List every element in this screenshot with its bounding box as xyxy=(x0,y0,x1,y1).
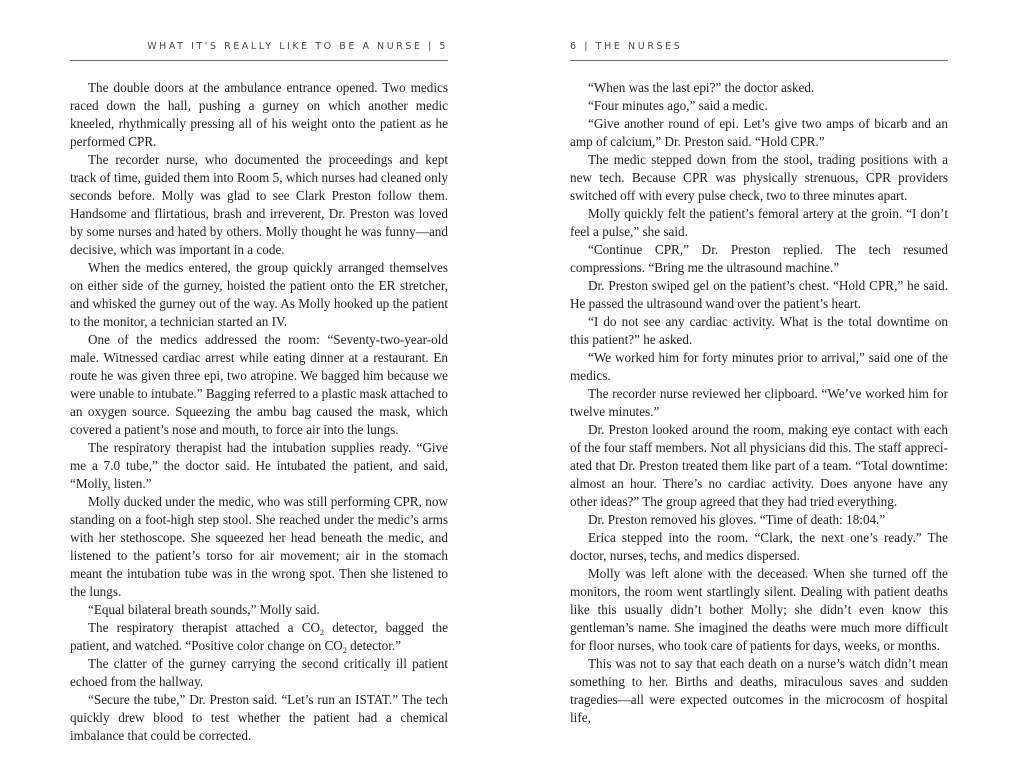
paragraph: The medic stepped down from the stool, trading positions with a new tech. Because CPR was physically strenuous, CPR providers switched off with every pulse check, two to three minutes apart. xyxy=(570,152,948,203)
paragraph: Dr. Preston removed his gloves. “Time of death: 18:04.” xyxy=(588,512,886,527)
text-run: detector, bagged the patient, and watched. “Positive color change on CO xyxy=(70,620,448,653)
paragraph: Dr. Preston looked around the room, making eye contact with each of the four staff members. Not all physicians did this. The staff appreciated that Dr. Preston treated them like part of a team. “Total downtime: almost an hour. There’s no cardiac activity. Does anyone have any other ideas?” The group agreed that they had tried everything. xyxy=(570,422,948,509)
paragraph: One of the medics addressed the room: “Seventy-two-year-old male. Witnessed cardiac arrest while eating dinner at a restaurant. En route he was given three epi, two atropine. We bagged him because we were unable to intubate.” Bagging referred to a plastic mask attached to an oxygen source. Squeezing the ambu bag caused the mask, which covered a patient’s nose and mouth, to force air into the lungs. xyxy=(70,332,448,437)
paragraph: Molly ducked under the medic, who was still performing CPR, now standing on a foot-high step stool. She reached under the medic’s arms with her stethoscope. She squeezed her head beneath the medic, and listened to the patient’s torso for air movement; air in the stomach meant the intubation tube was in the wrong spot. Then she listened to the lungs. xyxy=(70,494,448,599)
paragraph: Molly quickly felt the patient’s femoral artery at the groin. “I don’t feel a pulse,” she said. xyxy=(570,206,948,239)
body-text-right xyxy=(570,79,948,727)
paragraph: When the medics entered, the group quickly arranged themselves on either side of the gurney, hoisted the patient onto the ER stretcher, and whisked the gurney out of the way. As Molly hooked up the patient to the monitor, a technician started an IV. xyxy=(70,260,448,329)
subscript: 2 xyxy=(342,646,347,655)
paragraph: Molly was left alone with the deceased. When she turned off the monitors, the room went startlingly silent. Dealing with patient deaths like this usually didn’t bother Molly; she didn’t even know this gentleman’s name. She imagined the deaths were much more difficult for floor nurses, who took care of patients for days, weeks, or months. xyxy=(570,566,948,653)
paragraph: “Continue CPR,” Dr. Preston replied. The tech resumed compressions. “Bring me the ultrasound machine.” xyxy=(570,242,948,275)
paragraph: “Give another round of epi. Let’s give two amps of bicarb and an amp of calcium,” Dr. Preston said. “Hold CPR.” xyxy=(570,116,948,149)
running-head-left: WHAT IT'S REALLY LIKE TO BE A NURSE | 5 xyxy=(147,41,448,52)
text-run: detector.” xyxy=(346,638,402,653)
paragraph: The respiratory therapist had the intubation supplies ready. “Give me a 7.0 tube,” the doctor said. He intubated the patient, and said, “Molly, listen.” xyxy=(70,440,448,491)
paragraph: The recorder nurse, who documented the proceedings and kept track of time, guided them into Room 5, which nurses had cleaned only seconds before. Molly was glad to see Clark Preston follow them. Handsome and flirtatious, brash and irreverent, Dr. Preston was loved by some nurses and hated by others. Molly thought he was funny—and decisive, which was important in a code. xyxy=(70,152,448,257)
paragraph: “We worked him for forty minutes prior to arrival,” said one of the medics. xyxy=(570,350,948,383)
running-head-right: 6 | THE NURSES xyxy=(570,41,683,52)
paragraph: “When was the last epi?” the doctor asked. xyxy=(588,80,815,95)
paragraph: “Four minutes ago,” said a medic. xyxy=(588,98,768,113)
body-text-left xyxy=(70,79,448,745)
paragraph: The double doors at the ambulance entrance opened. Two medics raced down the hall, pushing a gurney on which another medic kneeled, rhythmically pressing all of his weight onto the patient as he performed CPR. xyxy=(70,80,448,149)
paragraph: “I do not see any cardiac activity. What is the total downtime on this patient?” he asked. xyxy=(570,314,948,347)
paragraph-co2 xyxy=(70,619,448,655)
paragraph: “Secure the tube,” Dr. Preston said. “Let’s run an ISTAT.” The tech quickly drew blood to test whether the patient had a chemical imbalance that could be corrected. xyxy=(70,692,448,743)
text-run: The respiratory therapist attached a CO xyxy=(88,620,321,635)
header-rule-right xyxy=(570,60,948,61)
paragraph: This was not to say that each death on a nurse’s watch didn’t mean something to her. Births and deaths, miraculous saves and sudden tragedies—all were expected outcomes in the microcosm of hospital life, xyxy=(570,656,948,725)
paragraph: “Equal bilateral breath sounds,” Molly said. xyxy=(88,602,320,617)
paragraph: Erica stepped into the room. “Clark, the next one’s ready.” The doctor, nurses, techs, and medics dispersed. xyxy=(570,530,948,563)
paragraph: The recorder nurse reviewed her clipboard. “We’ve worked him for twelve minutes.” xyxy=(570,386,948,419)
paragraph: The clatter of the gurney carrying the second critically ill patient echoed from the hallway. xyxy=(70,656,448,689)
header-rule-left xyxy=(70,60,448,61)
paragraph: Dr. Preston swiped gel on the patient’s chest. “Hold CPR,” he said. He passed the ultrasound wand over the patient’s heart. xyxy=(570,278,948,311)
subscript: 2 xyxy=(320,628,325,637)
